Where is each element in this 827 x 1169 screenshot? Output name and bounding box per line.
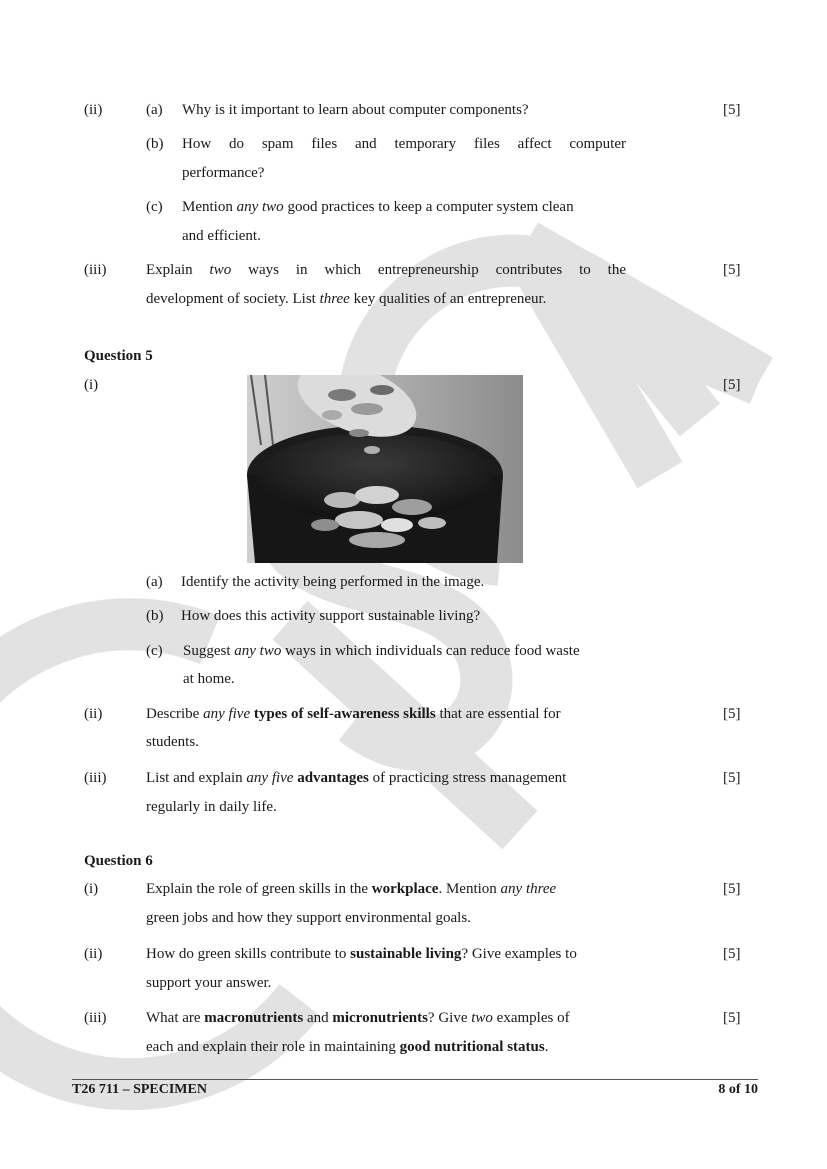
q6-i-line1: Explain the role of green skills in the workplace. Mention any three [146, 881, 557, 897]
q4-iii-marks: [5] [723, 262, 741, 278]
q4-iii-line1: Explain two ways in which entrepreneurship contributes to the [146, 262, 626, 278]
q4-ii-a-text: Why is it important to learn about computer components? [182, 102, 529, 118]
q5-i-c-line2: at home. [183, 671, 235, 687]
q6-i-marks: [5] [723, 881, 741, 897]
footer-divider [72, 1079, 758, 1080]
q5-ii-line2: students. [146, 734, 199, 750]
q6-iii-number: (iii) [84, 1010, 107, 1026]
q6-iii-line1: What are macronutrients and micronutrients? Give two examples of [146, 1010, 570, 1026]
paper-code: T26 711 – SPECIMEN [72, 1082, 207, 1097]
q5-ii-number: (ii) [84, 706, 103, 722]
q4-ii-c-line1: Mention any two good practices to keep a computer system clean [182, 199, 574, 215]
q6-iii-line2: each and explain their role in maintaining good nutritional status. [146, 1039, 549, 1055]
q5-ii-marks: [5] [723, 706, 741, 722]
q4-ii-number: (ii) [84, 102, 103, 118]
q4-iii-line2: development of society. List three key qualities of an entrepreneur. [146, 291, 547, 307]
q6-iii-marks: [5] [723, 1010, 741, 1026]
q4-ii-c-line2: and efficient. [182, 228, 261, 244]
q5-ii-line1: Describe any five types of self-awareness skills that are essential for [146, 706, 561, 722]
q5-i-number: (i) [84, 377, 99, 393]
question-5-heading: Question 5 [84, 348, 153, 364]
question-6-heading: Question 6 [84, 853, 153, 869]
q5-i-marks: [5] [723, 377, 741, 393]
q6-ii-line2: support your answer. [146, 975, 272, 991]
q4-ii-b-line2: performance? [182, 165, 265, 181]
q5-i-a-text: Identify the activity being performed in the image. [181, 574, 485, 590]
food-waste-bin-photo [247, 375, 523, 563]
q5-i-b-text: How does this activity support sustainable living? [181, 608, 481, 624]
q5-i-b-label: (b) [146, 608, 164, 624]
q4-ii-b-label: (b) [146, 136, 164, 152]
q5-iii-line2: regularly in daily life. [146, 799, 277, 815]
q5-i-a-label: (a) [146, 574, 163, 590]
q5-iii-line1: List and explain any five advantages of practicing stress management [146, 770, 567, 786]
page-number: 8 of 10 [718, 1082, 758, 1097]
q6-i-number: (i) [84, 881, 99, 897]
q6-ii-number: (ii) [84, 946, 103, 962]
q5-i-c-label: (c) [146, 643, 163, 659]
q6-i-line2: green jobs and how they support environmental goals. [146, 910, 471, 926]
q4-ii-c-label: (c) [146, 199, 163, 215]
q5-i-c-line1: Suggest any two ways in which individuals can reduce food waste [183, 643, 580, 659]
q6-ii-line1: How do green skills contribute to sustainable living? Give examples to [146, 946, 577, 962]
q6-ii-marks: [5] [723, 946, 741, 962]
q4-ii-a-label: (a) [146, 102, 163, 118]
q5-iii-marks: [5] [723, 770, 741, 786]
q4-ii-marks: [5] [723, 102, 741, 118]
q4-iii-number: (iii) [84, 262, 107, 278]
q5-iii-number: (iii) [84, 770, 107, 786]
q4-ii-b-line1: How do spam files and temporary files affect computer [182, 136, 626, 152]
